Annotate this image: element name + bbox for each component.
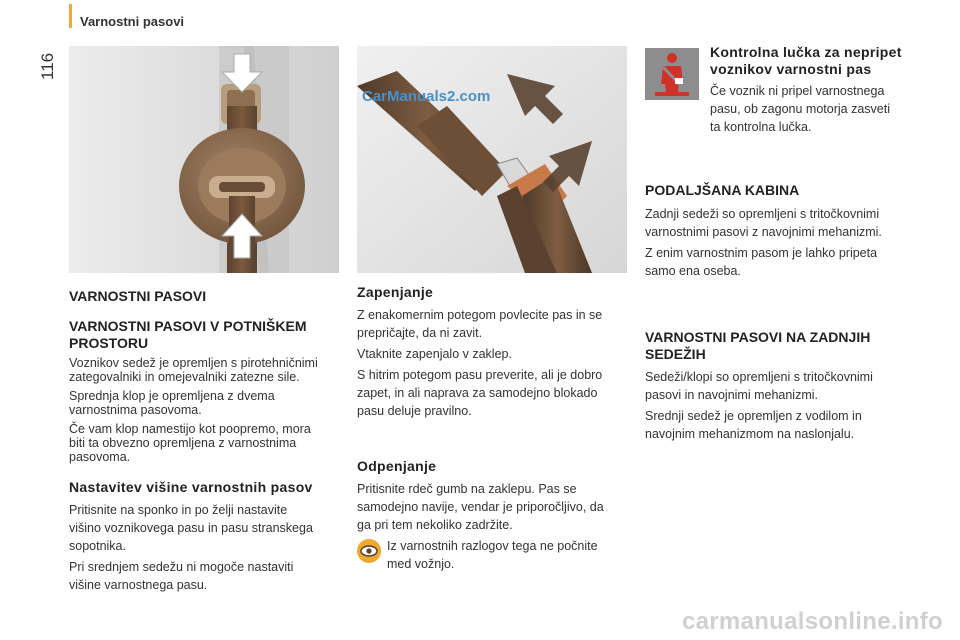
- front-paragraphs: [69, 356, 344, 464]
- lamp-p-line2: pasu, ob zagonu motorja zasveti: [710, 102, 890, 116]
- note-line1: Iz varnostnih razlogov tega ne počnite: [387, 539, 598, 553]
- front-p3-line1: Če vam klop namestijo kot poopremo, mora: [69, 422, 311, 436]
- lamp-p-line1: Če voznik ni pripel varnostnega: [710, 84, 885, 98]
- extended-cab-paragraphs: [645, 205, 935, 280]
- header-accent-bar: [69, 4, 72, 28]
- front-p1-line1: Voznikov sedež je opremljen s pirotehničnimi: [69, 356, 318, 370]
- heading-fastening: Zapenjanje: [357, 284, 434, 300]
- heading-front-line-2: PROSTORU: [69, 335, 149, 351]
- height-p2-line1: Pri srednjem sedežu ni mogoče nastaviti: [69, 560, 294, 574]
- front-p3-line3: pasovoma.: [69, 450, 131, 464]
- rear-p1-line2: pasovi in navojnimi mehanizmi.: [645, 388, 818, 402]
- front-p2-line1: Sprednja klop je opremljena z dvema: [69, 389, 275, 403]
- section-title: Varnostni pasovi: [80, 14, 185, 29]
- fasten-p3-line2: zapet, in ali naprava za samodejno blokado: [357, 386, 598, 400]
- heading-warning-lamp: [710, 44, 902, 78]
- unfasten-p1-line3: ga pri tem nekoliko zadržite.: [357, 518, 513, 532]
- rear-heading-line1: VARNOSTNI PASOVI NA ZADNJIH: [645, 329, 871, 345]
- eye-icon: [357, 539, 381, 563]
- fasten-p2: Vtaknite zapenjalo v zaklep.: [357, 347, 512, 361]
- watermark-text: CarManuals2.com: [362, 88, 491, 105]
- warning-lamp-paragraph: [710, 82, 940, 136]
- height-adjuster-illustration: [69, 46, 339, 273]
- page-number: 116: [38, 52, 57, 80]
- heading-extended-cab: PODALJŠANA KABINA: [645, 182, 800, 198]
- height-p2-line2: višine varnostnega pasu.: [69, 578, 208, 592]
- fasten-p1-line2: prepričajte, da ni zavit.: [357, 326, 483, 340]
- cab-p2-line2: samo ena oseba.: [645, 264, 741, 278]
- lamp-p-line3: ta kontrolna lučka.: [710, 120, 812, 134]
- front-p3-line2: biti ta obvezno opremljena z varnostnima: [69, 436, 297, 450]
- lamp-heading-line1: Kontrolna lučka za nepripet: [710, 44, 902, 60]
- unfasten-p1-line1: Pritisnite rdeč gumb na zaklepu. Pas se: [357, 482, 577, 496]
- rear-p2-line2: navojnim mehanizmom na naslonjalu.: [645, 427, 855, 441]
- heading-front-line-1: VARNOSTNI PASOVI V POTNIŠKEM: [69, 318, 307, 334]
- height-p1-line1: Pritisnite na sponko in po želji nastavite: [69, 503, 288, 517]
- note-line2: med vožnjo.: [387, 557, 455, 571]
- unfastening-paragraphs: [357, 480, 632, 534]
- safety-note: [387, 537, 637, 573]
- buckle-illustration: [357, 46, 627, 273]
- cab-p2-line1: Z enim varnostnim pasom je lahko pripeta: [645, 246, 878, 260]
- heading-unfastening: Odpenjanje: [357, 458, 437, 474]
- rear-p1-line1: Sedeži/klopi so opremljeni s tritočkovnimi: [645, 370, 873, 384]
- cab-p1-line1: Zadnji sedeži so opremljeni s tritočkovnimi: [645, 207, 880, 221]
- lamp-heading-line2: voznikov varnostni pas: [710, 61, 872, 77]
- seatbelt-warning-lamp-icon: [645, 48, 699, 100]
- heading-rear-seatbelts: [645, 329, 870, 363]
- fasten-p3-line1: S hitrim potegom pasu preverite, ali je dobro: [357, 368, 603, 382]
- front-p1-line2: zategovalniki in omejevalniki zatezne sile.: [69, 370, 300, 384]
- fasten-p3-line3: pasu deluje pravilno.: [357, 404, 472, 418]
- rear-seatbelt-paragraphs: [645, 368, 935, 443]
- fasten-p1-line1: Z enakomernim potegom povlecite pas in se: [357, 308, 603, 322]
- rear-heading-line2: SEDEŽIH: [645, 346, 706, 362]
- height-p1-line2: višino voznikovega pasu in pasu stranskega: [69, 521, 313, 535]
- footer-watermark: carmanualsonline.info: [682, 608, 944, 635]
- rear-p2-line1: Srednji sedež je opremljen z vodilom in: [645, 409, 862, 423]
- height-paragraphs: [69, 501, 344, 594]
- heading-front-seatbelts: [69, 318, 307, 352]
- unfasten-p1-line2: samodejno navije, vendar je priporočljivo, da: [357, 500, 604, 514]
- front-p2-line2: varnostnima pasovoma.: [69, 403, 202, 417]
- heading-height-adjustment: Nastavitev višine varnostnih pasov: [69, 479, 313, 495]
- cab-p1-line2: varnostnimi pasovi z navojnimi mehanizmi.: [645, 225, 882, 239]
- fastening-paragraphs: [357, 306, 632, 420]
- heading-seatbelts: VARNOSTNI PASOVI: [69, 288, 207, 304]
- height-p1-line3: sopotnika.: [69, 539, 126, 553]
